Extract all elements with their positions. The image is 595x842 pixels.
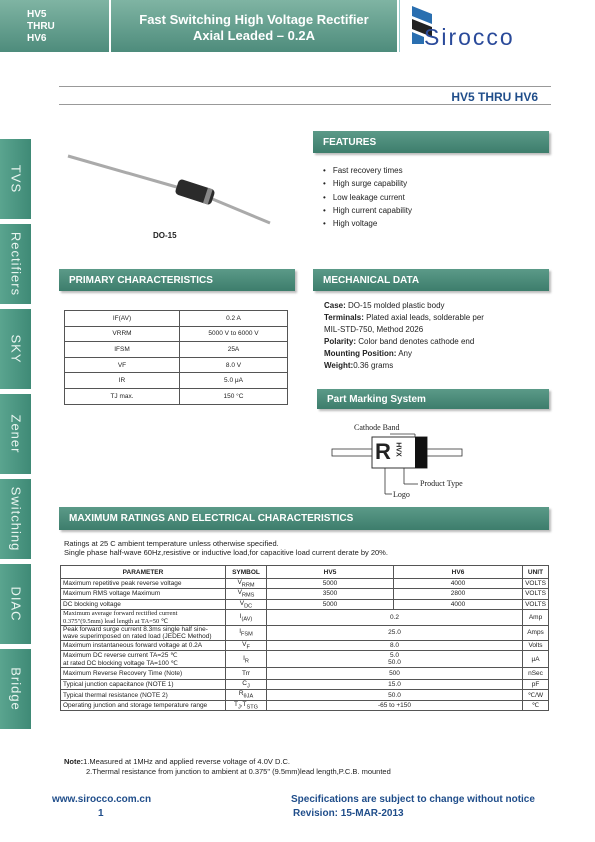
footer-revision: Revision: 15-MAR-2013 [293,808,404,819]
mech-terminals-2: MIL-STD-750, Method 2026 [324,325,424,334]
table-cell: IR [65,373,180,389]
symbol-sub: F [246,644,250,651]
symbol-main: ,T [240,700,247,708]
do15-diode-image [60,148,275,230]
tab-tvs[interactable] [0,139,31,219]
param-cell: Typical thermal resistance (NOTE 2) [61,690,226,700]
param-line: 0.375"(9.5mm) lead length at TA=50 ℃ [63,617,169,625]
symbol-sub: RMS [241,592,255,599]
header-line-3: HV6 [27,33,47,44]
table-cell: TJ max. [65,388,180,404]
symbol-cell: Trr [226,668,267,680]
symbol-main: I [239,612,242,620]
symbol-cell [226,651,267,668]
mech-weight-value: 0.36 grams [353,361,394,370]
symbol-main: V [237,579,242,586]
unit-cell: VOLTS [523,589,549,599]
value-cell: 500 [267,668,523,680]
symbol-main: R [238,690,244,698]
marking-logo-letter: R [375,439,391,464]
col-header: HV5 [267,566,394,579]
header-title-line-1: Fast Switching High Voltage Rectifier [139,12,369,27]
table-cell: 0.2 A [180,311,288,327]
mech-case-value: DO-15 molded plastic body [345,301,445,310]
symbol-cell [226,640,267,650]
value-cell: 50.0 [267,690,523,700]
table-row [61,680,549,690]
hv5-cell: 5000 [267,599,394,609]
mech-terminals-value: Plated axial leads, solderable per [363,313,484,322]
param-line: at rated DC blocking voltage TA=100 ℃ [63,660,178,668]
symbol-cell [226,690,267,700]
table-header-row [61,566,549,579]
param-line: Maximum DC reverse current TA=25 ℃ [63,652,178,660]
features-heading: FEATURES [313,131,549,153]
param-cell [61,625,226,640]
feature-item: • High current capability [323,204,412,217]
marking-type-text: HVX [394,442,402,457]
symbol-main: C [242,680,247,688]
notes [64,757,391,777]
tab-label: Bridge [8,667,23,711]
col-header: SYMBOL [226,566,267,579]
table-row [61,589,549,599]
mech-weight-label: Weight: [324,361,354,370]
symbol-sub: J [237,704,241,711]
mech-terminals [324,312,554,324]
symbol-sub: (AV) [241,616,253,623]
ratings-intro-line-1: Ratings at 25 C ambient temperature unless otherwise specified. [64,539,279,548]
mech-case-label: Case: [324,301,346,310]
value-line: 5.0 [389,652,400,660]
table-row [65,373,288,389]
unit-cell: Amp [523,609,549,625]
product-type-label: Product Type [420,479,463,488]
unit-cell: ℃/W [523,690,549,700]
features-list [323,164,412,230]
symbol-sub: STG [246,704,259,711]
logo-text: Sirocco [424,24,515,50]
ratings-heading: MAXIMUM RATINGS AND ELECTRICAL CHARACTERISTICS [59,507,549,530]
unit-cell: VOLTS [523,579,549,589]
table-cell: VRRM [65,326,180,342]
param-cell: Maximum repetitive peak reverse voltage [61,579,226,589]
param-line: wave superimposed on rated load (JEDEC Method) [63,632,212,640]
symbol-sub: RRM [241,582,255,589]
marking-heading: Part Marking System [317,389,549,409]
table-cell: 8.0 V [180,357,288,373]
note-1 [64,757,391,767]
tab-label: Rectifiers [8,231,23,297]
value-line: 50.0 [388,659,401,667]
table-row [65,388,288,404]
value-cell [267,651,523,668]
mechanical-data [324,300,554,372]
table-row [61,625,549,640]
ratings-table [60,565,549,711]
footer-website[interactable]: www.sirocco.com.cn [52,794,152,805]
tab-label: Zener [8,414,23,454]
symbol-sub: FSM [241,631,253,638]
header-title-line-2: Axial Leaded – 0.2A [192,28,316,43]
symbol-main: T [233,700,238,708]
col-header: UNIT [523,566,549,579]
table-cell: 5.0 μA [180,373,288,389]
mech-case [324,300,554,312]
param-cell: Maximum instantaneous forward voltage at 0.2A [61,640,226,650]
symbol-sub: R [244,657,249,664]
symbol-cell [226,700,267,710]
symbol-main: I [243,654,245,662]
value-cell: -65 to +150 [267,700,523,710]
value-cell: 8.0 [267,640,523,650]
note-2: 2.Thermal resistance from junction to ambient at 0.375" (9.5mm)lead length,P.C.B. mounted [86,767,391,776]
table-row [61,668,549,680]
table-row [65,357,288,373]
table-row [65,342,288,358]
mech-mounting-value: Any [396,349,413,358]
header-part-range [0,0,109,52]
mech-polarity-label: Polarity: [324,337,357,346]
mech-mounting [324,348,554,360]
table-row [61,579,549,589]
note-text: 1.Measured at 1MHz and applied reverse voltage of 4.0V D.C. [83,757,290,766]
primary-table [64,310,288,405]
value-cell: 0.2 [267,609,523,625]
symbol-sub: J [246,683,250,690]
unit-cell: ℃ [523,700,549,710]
ratings-intro-line-2: Single phase half-wave 60Hz,resistive or inductive load,for capacitive load current derate by 20%. [64,548,388,557]
hv5-cell: 5000 [267,579,394,589]
mech-weight [324,360,554,372]
tab-diac[interactable] [0,564,31,644]
symbol-sub: θJA [243,693,254,700]
symbol-main: V [237,589,242,597]
header-title [111,0,397,52]
tab-sky[interactable] [0,309,31,389]
hv6-cell: 2800 [394,589,523,599]
symbol-cell [226,589,267,599]
tab-switching[interactable] [0,479,31,559]
col-header: HV6 [394,566,523,579]
ratings-intro [64,539,388,557]
unit-cell: VOLTS [523,599,549,609]
unit-cell: nSec [523,668,549,680]
col-header: PARAMETER [61,566,226,579]
symbol-main: V [239,599,245,607]
primary-heading: PRIMARY CHARACTERISTICS [59,269,295,291]
symbol-cell [226,625,267,640]
cathode-band-label: Cathode Band [354,423,400,432]
symbol-cell [226,599,267,609]
package-label: DO-15 [153,231,177,240]
tab-bridge[interactable] [0,649,31,729]
table-row [61,651,549,668]
table-row [61,599,549,609]
hv5-cell: 3500 [267,589,394,599]
param-cell: DC blocking voltage [61,599,226,609]
tab-label: DIAC [8,586,23,622]
table-row [61,609,549,625]
note-label: Note: [64,757,84,766]
param-cell: Typical junction capacitance (NOTE 1) [61,680,226,690]
mech-polarity [324,336,554,348]
table-row [65,326,288,342]
part-title: HV5 THRU HV6 [451,90,538,104]
symbol-cell [226,579,267,589]
header-line-1: HV5 [27,9,47,20]
hv6-cell: 4000 [394,579,523,589]
tab-zener[interactable] [0,394,31,474]
symbol-cell [226,609,267,625]
hv6-cell: 4000 [394,599,523,609]
header-rule-bottom [59,104,551,105]
unit-cell: μA [523,651,549,668]
mech-polarity-value: Color band denotes cathode end [356,337,475,346]
table-row [65,311,288,327]
table-cell: IF(AV) [65,311,180,327]
param-cell [61,651,226,668]
table-cell: 25A [180,342,288,358]
footer-spec-notice: Specifications are subject to change without notice [291,794,535,805]
param-cell: Operating junction and storage temperature range [61,700,226,710]
footer-page-number: 1 [98,808,104,819]
header-rule-top [59,86,551,87]
tab-label: TVS [8,164,23,194]
feature-item: • High surge capability [323,177,412,190]
mech-mounting-label: Mounting Position: [324,349,397,358]
param-line: Peak forward surge current 8.3ms single half sine- [63,625,208,633]
table-cell: IFSM [65,342,180,358]
symbol-sub: DC [244,602,253,609]
param-cell [61,609,226,625]
header-line-2: THRU [27,21,55,32]
mechanical-heading: MECHANICAL DATA [313,269,549,291]
symbol-main: V [242,640,247,648]
logo-label: Logo [393,490,410,499]
table-cell: 5000 V to 6000 V [180,326,288,342]
param-line: Maximum average forward rectified current [63,609,178,617]
value-cell: 15.0 [267,680,523,690]
feature-item: • Fast recovery times [323,164,412,177]
unit-cell: pF [523,680,549,690]
symbol-cell [226,680,267,690]
param-cell: Maximum Reverse Recovery Time (Note) [61,668,226,680]
table-row [61,690,549,700]
unit-cell: Volts [523,640,549,650]
tab-rectifiers[interactable] [0,224,31,304]
tab-label: Switching [8,486,23,552]
table-cell: VF [65,357,180,373]
table-row [61,640,549,650]
param-cell: Maximum RMS voltage Maximum [61,589,226,599]
unit-cell: Amps [523,625,549,640]
feature-item: • Low leakage current [323,191,412,204]
mech-terminals-label: Terminals: [324,313,364,322]
value-cell: 25.0 [267,625,523,640]
tab-label: SKY [8,334,23,364]
symbol-main: I [239,628,241,636]
feature-item: • High voltage [323,217,412,230]
table-cell: 150 °C [180,388,288,404]
table-row [61,700,549,710]
